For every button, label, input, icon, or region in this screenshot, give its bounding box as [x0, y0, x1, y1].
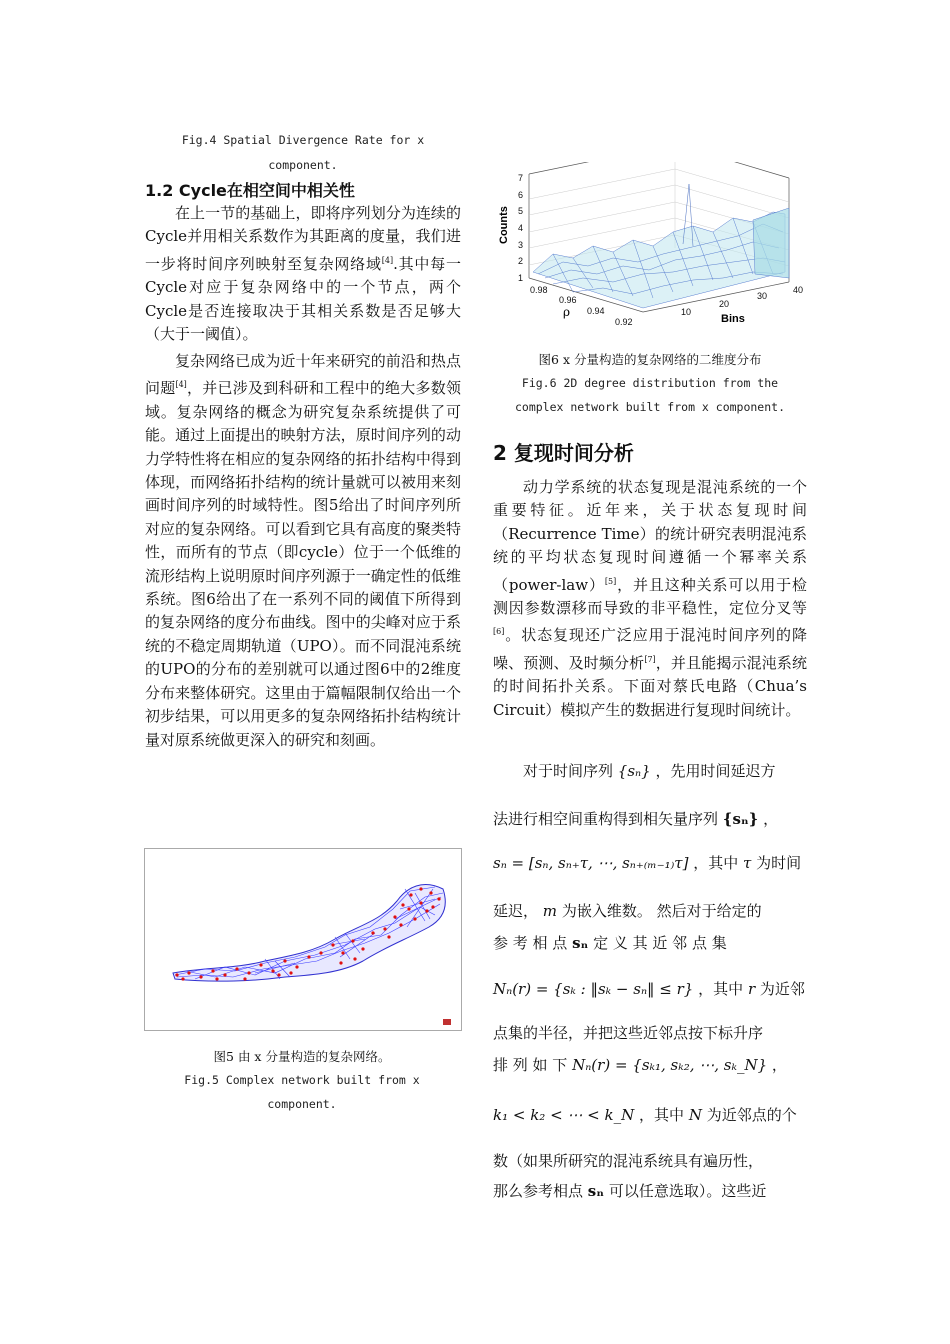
- rho-axis-label: ρ: [563, 305, 571, 319]
- bins-tick-4: 40: [793, 285, 804, 295]
- fig6-svg: [493, 162, 809, 334]
- matlab-logo-icon: [443, 1019, 451, 1025]
- ref-4b: [4]: [175, 380, 187, 390]
- z-tick-6: 6: [518, 190, 524, 200]
- sym-tau: τ: [743, 854, 752, 872]
- math-line-h: [493, 1054, 787, 1075]
- z-ticks: [518, 173, 523, 283]
- bins-axis-label: Bins: [721, 313, 745, 325]
- line-h-2: ，: [771, 1056, 787, 1074]
- s2-para1-b: ，并且这种关系可以用于检测因参数漂移而导致的非平稳性，定位分叉等: [493, 575, 807, 618]
- fig5-caption-en-1: Fig.5 Complex network built from x: [184, 1073, 420, 1087]
- section-2-para1: [493, 476, 807, 722]
- s2-para1-c: 。状态复现还广泛应用于混沌时间序列的降噪、预测、及时频分析: [493, 626, 807, 672]
- fig5-captions: [144, 1046, 460, 1116]
- math-line-j: [493, 1150, 763, 1171]
- line-i-1: ，其中: [639, 1106, 685, 1124]
- para1-tail: .其中每一Cycle对应于复杂网络中的一个节点，两个Cycle是否连接取决于其相关系数是否足够大（大于一阈值）。: [145, 254, 461, 344]
- para2-text-b: ，并已涉及到科研和工程中的绝大多数领域。复杂网络的概念为研究复杂系统提供了可能。通过上面提出的映射方法，原时间序列的动力学特性将在相应的复杂网络的拓扑结构中得到体现，而网络拓扑结构的统计量就可以被用来刻画时间序列的时域特性。图5给出了时间序列所对应的复杂网络。可以看到它具有高度的聚类特性，而所有的节点（即cycle）位于一个低维的流形结构上说明原时间序列源于一确定性的低维系统。图6给出了在一系列不同的阈值下所得到的复杂网络的度分布曲线。图中的尖峰对应于系统的不稳定周期轨道（UPO）。而不同混沌系统的UPO的分布的差别就可以通过图6中的2维度分布来整体研究。这里由于篇幅限制仅给出一个初步结果，可以用更多的复杂网络拓扑结构统计量对原系统做更深入的研究和刻画。: [145, 379, 461, 749]
- line-c-tail-1: ，其中: [693, 854, 739, 872]
- math-line-c: [493, 852, 801, 873]
- fig6-caption-cn: 图6 x 分量构造的复杂网络的二维度分布: [538, 352, 762, 367]
- fig6-caption-en-2: complex network built from x component.: [514, 400, 786, 414]
- bins-tick-1: 10: [681, 307, 692, 317]
- sym-N: N: [688, 1106, 702, 1124]
- section-2-heading: 2 复现时间分析: [493, 441, 634, 465]
- eq-N-list: Nₙ(r) = {sₖ₁, sₖ₂, ⋯, sₖ_N}: [572, 1056, 768, 1074]
- line-a-tail: ，先用时间延迟方: [655, 762, 776, 780]
- line-d-1: 延迟，: [493, 902, 539, 920]
- bins-tick-3: 30: [757, 291, 768, 301]
- math-line-g: [493, 1022, 763, 1043]
- network-hull: [173, 885, 445, 982]
- s2-para1-a: 动力学系统的状态复现是混沌系统的一个重要特征。近年来，关于状态复现时间（Recurrence Time）的统计研究表明混沌系统的平均状态复现时间遵循一个幂率关系（power-law）: [493, 478, 807, 594]
- sym-sn-b: sₙ: [572, 934, 589, 952]
- line-i-2: 为近邻点的个: [706, 1106, 797, 1124]
- fig6-caption-en-1: Fig.6 2D degree distribution from the: [521, 376, 779, 390]
- rho-tick-3: 0.94: [587, 306, 605, 316]
- line-k-1: 那么参考相点: [493, 1182, 584, 1200]
- line-b-tail: ，: [763, 810, 779, 828]
- fig4-caption-en-1: Fig.4 Spatial Divergence Rate for x: [181, 133, 425, 147]
- fig5-caption-cn: 图5 由 x 分量构造的复杂网络。: [213, 1049, 391, 1064]
- z-tick-1: 1: [518, 273, 524, 283]
- line-e-1: 参 考 相 点: [493, 934, 568, 952]
- fig6-captions: [493, 349, 807, 419]
- para2-text-a: 复杂网络已成为近十年来研究的前沿和热点问题: [145, 352, 461, 398]
- line-d-2: 为嵌入维数。 然后对于给定的: [561, 902, 762, 920]
- z-tick-3: 3: [518, 240, 524, 250]
- ref-6: [6]: [493, 627, 505, 637]
- fig5-network-figure: [144, 848, 462, 1031]
- section-1-2-para1: [145, 202, 461, 346]
- line-g: 点集的半径，并把这些近邻点按下标升序: [493, 1024, 764, 1042]
- line-h-1: 排 列 如 下: [493, 1056, 568, 1074]
- math-line-a: [523, 760, 775, 781]
- sym-bold-sn: {sₙ}: [722, 810, 759, 828]
- sym-m: m: [542, 902, 558, 920]
- eq-k: k₁ < k₂ < ⋯ < k_N: [493, 1106, 635, 1124]
- sym-sn-c: sₙ: [587, 1182, 605, 1200]
- para1-text: 在上一节的基础上，即将序列划分为连续的Cycle并用相关系数作为其距离的度量，我们进一步将时间序列映射至复杂网络域: [145, 204, 461, 273]
- line-b-text: 法进行相空间重构得到相矢量序列: [493, 810, 719, 828]
- z-tick-5: 5: [518, 206, 524, 216]
- line-a-text: 对于时间序列: [523, 762, 614, 780]
- line-j: 数（如果所研究的混沌系统具有遍历性，: [493, 1152, 764, 1170]
- rho-tick-4: 0.92: [615, 317, 633, 327]
- bins-tick-2: 20: [719, 299, 730, 309]
- fig5-caption-en-2: component.: [267, 1097, 337, 1111]
- eq-N: Nₙ(r) = {sₖ : ‖sₖ − sₙ‖ ≤ r}: [493, 980, 694, 998]
- fig6-surface-plot: [493, 162, 809, 334]
- line-e-2: 定 义 其 近 邻 点 集: [593, 934, 727, 952]
- section-1-2-heading: 1.2 Cycle在相空间中相关性: [145, 181, 355, 200]
- rho-tick-1: 0.98: [530, 285, 548, 295]
- sym-sn: {sₙ}: [617, 762, 651, 780]
- math-line-k: [493, 1180, 766, 1201]
- z-tick-4: 4: [518, 223, 524, 233]
- line-f-2: 为近邻: [759, 980, 805, 998]
- math-line-i: [493, 1104, 797, 1125]
- s2-para1-d: ，并且能揭示混沌系统的时间拓扑关系。下面对蔡氏电路（Chua’s Circuit）模拟产生的数据进行复现时间统计。: [493, 653, 807, 719]
- line-f-1: ，其中: [698, 980, 744, 998]
- z-axis-label: Counts: [498, 206, 510, 244]
- eq-sn: sₙ = [sₙ, sₙ₊τ, ⋯, sₙ₊₍ₘ₋₁₎τ]: [493, 854, 689, 872]
- math-line-e: [493, 932, 727, 953]
- line-k-2: 可以任意选取）。这些近: [608, 1182, 767, 1200]
- surface-mesh: [533, 184, 789, 308]
- line-c-tail-2: 为时间: [756, 854, 802, 872]
- ref-4a: [4]: [381, 255, 394, 265]
- math-line-f: [493, 978, 805, 999]
- ref-7: [7]: [644, 654, 656, 664]
- z-tick-7: 7: [518, 173, 524, 183]
- fig5-network-graph: [145, 849, 461, 1030]
- rho-tick-2: 0.96: [559, 295, 577, 305]
- math-line-b: [493, 808, 778, 829]
- math-line-d: [493, 900, 762, 921]
- fig4-caption-en-2: component.: [268, 158, 338, 172]
- sym-r: r: [747, 980, 756, 998]
- section-1-2-para2: [145, 350, 461, 752]
- ref-5: [5]: [604, 576, 617, 586]
- z-tick-2: 2: [518, 256, 524, 266]
